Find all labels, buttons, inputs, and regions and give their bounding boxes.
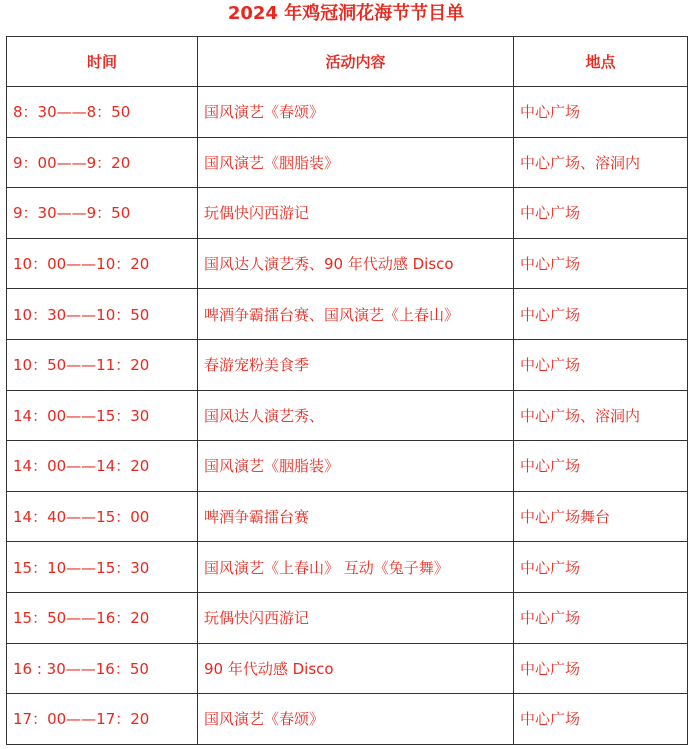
table-row [7,188,688,239]
table-row [7,390,688,441]
table-row [7,694,688,745]
activity-cell: 国风达人演艺秀、90 年代动感 Disco [198,238,514,289]
column-header-time: 时间 [7,37,198,87]
table-row [7,289,688,340]
time-cell: 15：10——15：30 [7,542,198,593]
time-cell: 14：00——15：30 [7,390,198,441]
time-cell: 10：30——10：50 [7,289,198,340]
table-row [7,339,688,390]
activity-cell: 春游宠粉美食季 [198,339,514,390]
table-row [7,491,688,542]
location-cell: 中心广场 [514,592,688,643]
activity-cell: 国风演艺《胭脂装》 [198,441,514,492]
activity-cell: 玩偶快闪西游记 [198,592,514,643]
location-cell: 中心广场、溶洞内 [514,390,688,441]
location-cell: 中心广场 [514,441,688,492]
activity-cell: 国风演艺《春颂》 [198,87,514,138]
time-cell: 10：50——11：20 [7,339,198,390]
table-row [7,542,688,593]
activity-cell: 玩偶快闪西游记 [198,188,514,239]
table-row [7,238,688,289]
table-row [7,592,688,643]
activity-cell: 国风演艺《胭脂装》 [198,137,514,188]
schedule-table [6,36,688,745]
time-cell: 10：00——10：20 [7,238,198,289]
location-cell: 中心广场 [514,238,688,289]
time-cell: 9：30——9：50 [7,188,198,239]
table-header-row [7,37,688,87]
location-cell: 中心广场 [514,188,688,239]
activity-cell: 90 年代动感 Disco [198,643,514,694]
time-cell: 16 : 30——16：50 [7,643,198,694]
time-cell: 15：50——16：20 [7,592,198,643]
column-header-activity: 活动内容 [198,37,514,87]
location-cell: 中心广场 [514,339,688,390]
activity-cell: 啤酒争霸擂台赛、国风演艺《上春山》 [198,289,514,340]
location-cell: 中心广场 [514,87,688,138]
page-title: 2024 年鸡冠洞花海节节目单 [227,3,465,24]
location-cell: 中心广场 [514,542,688,593]
table-row [7,643,688,694]
activity-cell: 国风演艺《上春山》 互动《兔子舞》 [198,542,514,593]
location-cell: 中心广场 [514,643,688,694]
activity-cell: 国风达人演艺秀、 [198,390,514,441]
time-cell: 8：30——8：50 [7,87,198,138]
table-row [7,441,688,492]
time-cell: 17：00——17：20 [7,694,198,745]
activity-cell: 啤酒争霸擂台赛 [198,491,514,542]
location-cell: 中心广场 [514,694,688,745]
activity-cell: 国风演艺《春颂》 [198,694,514,745]
table-row [7,137,688,188]
location-cell: 中心广场、溶洞内 [514,137,688,188]
time-cell: 14：00——14：20 [7,441,198,492]
column-header-location: 地点 [514,37,688,87]
time-cell: 9：00——9：20 [7,137,198,188]
location-cell: 中心广场舞台 [514,491,688,542]
location-cell: 中心广场 [514,289,688,340]
time-cell: 14：40——15：00 [7,491,198,542]
table-row [7,87,688,138]
